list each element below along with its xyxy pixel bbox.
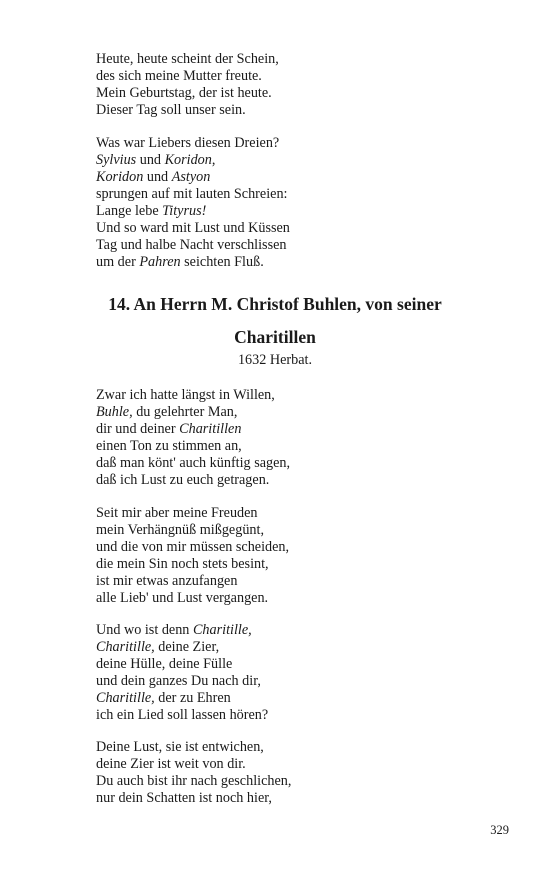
italic-name: Astyon: [171, 169, 211, 185]
verse-line: und die von mir müssen scheiden,: [96, 539, 290, 555]
verse-line: deine Hülle, deine Fülle: [96, 656, 233, 672]
italic-name: Buhle,: [96, 404, 133, 420]
verse-line: [96, 404, 290, 421]
verse-line: [96, 639, 268, 656]
verse-line: Und so ward mit Lust und Küssen: [96, 220, 290, 236]
italic-name: Charitille,: [192, 622, 252, 638]
verse-text: Und wo ist denn: [96, 622, 193, 638]
verse-line: ich ein Lied soll lassen hören?: [96, 707, 269, 723]
verse-line: Zwar ich hatte längst in Willen,: [96, 387, 275, 403]
verse-text: du gelehrter Man,: [132, 404, 238, 420]
verse-line: die mein Sin noch stets besint,: [96, 556, 269, 572]
italic-name: Pahren: [139, 254, 181, 270]
italic-name: Charitillen: [179, 421, 242, 437]
verse-text: und: [136, 152, 165, 168]
verse-line: Dieser Tag soll unser sein.: [96, 102, 246, 118]
verse-line: [96, 203, 290, 220]
verse-line: Mein Geburtstag, der ist heute.: [96, 85, 272, 101]
verse-line: daß ich Lust zu euch getragen.: [96, 472, 270, 488]
verse-text: der zu Ehren: [154, 690, 231, 706]
verse-text: dir und deiner: [96, 421, 180, 437]
verse-line: einen Ton zu stimmen an,: [96, 438, 242, 454]
stanza: [96, 51, 279, 119]
verse-text: und: [143, 169, 172, 185]
poem-title-continued: Charitillen: [234, 327, 316, 347]
stanza: [96, 739, 291, 807]
verse-line: alle Lieb' und Lust vergangen.: [96, 590, 269, 606]
italic-name: Charitille,: [96, 690, 155, 706]
verse-line: daß man könt' auch künftig sagen,: [96, 455, 291, 471]
verse-line: nur dein Schatten ist noch hier,: [96, 790, 272, 806]
poem-title: 14. An Herrn M. Christof Buhlen, von seiner: [108, 294, 442, 314]
verse-text: deine Zier,: [154, 639, 220, 655]
verse-line: sprungen auf mit lauten Schreien:: [96, 186, 288, 202]
verse-line: Seit mir aber meine Freuden: [96, 505, 258, 521]
verse-line: Heute, heute scheint der Schein,: [96, 51, 279, 67]
stanza: [96, 622, 268, 724]
stanza: [96, 387, 290, 489]
verse-line: [96, 152, 290, 169]
verse-line: Was war Liebers diesen Dreien?: [96, 135, 280, 151]
verse-line: [96, 622, 268, 639]
verse-text: Lange lebe: [96, 203, 163, 219]
verse-line: mein Verhängnüß mißgegünt,: [96, 522, 264, 538]
verse-line: [96, 690, 268, 707]
verse-line: deine Zier ist weit von dir.: [96, 756, 246, 772]
verse-line: Deine Lust, sie ist entwichen,: [96, 739, 264, 755]
stanza: [96, 135, 290, 271]
verse-line: [96, 169, 290, 186]
verse-text: um der: [96, 254, 140, 270]
italic-name: Koridon: [96, 169, 144, 185]
italic-name: Charitille,: [96, 639, 155, 655]
verse-text: seichten Fluß.: [180, 254, 264, 270]
verse-text: ,: [211, 152, 216, 168]
stanza: [96, 505, 289, 607]
verse-line: [96, 421, 290, 438]
verse-line: und dein ganzes Du nach dir,: [96, 673, 261, 689]
verse-line: ist mir etwas anzufangen: [96, 573, 238, 589]
verse-line: des sich meine Mutter freute.: [96, 68, 262, 84]
italic-name: Koridon: [164, 152, 212, 168]
italic-name: Tityrus!: [162, 203, 207, 219]
poem-date: 1632 Herbat.: [237, 352, 313, 368]
page-number: 329: [490, 823, 509, 837]
verse-line: Du auch bist ihr nach geschlichen,: [96, 773, 292, 789]
verse-line: [96, 254, 290, 271]
verse-line: Tag und halbe Nacht verschlissen: [96, 237, 287, 253]
italic-name: Sylvius: [96, 152, 137, 168]
